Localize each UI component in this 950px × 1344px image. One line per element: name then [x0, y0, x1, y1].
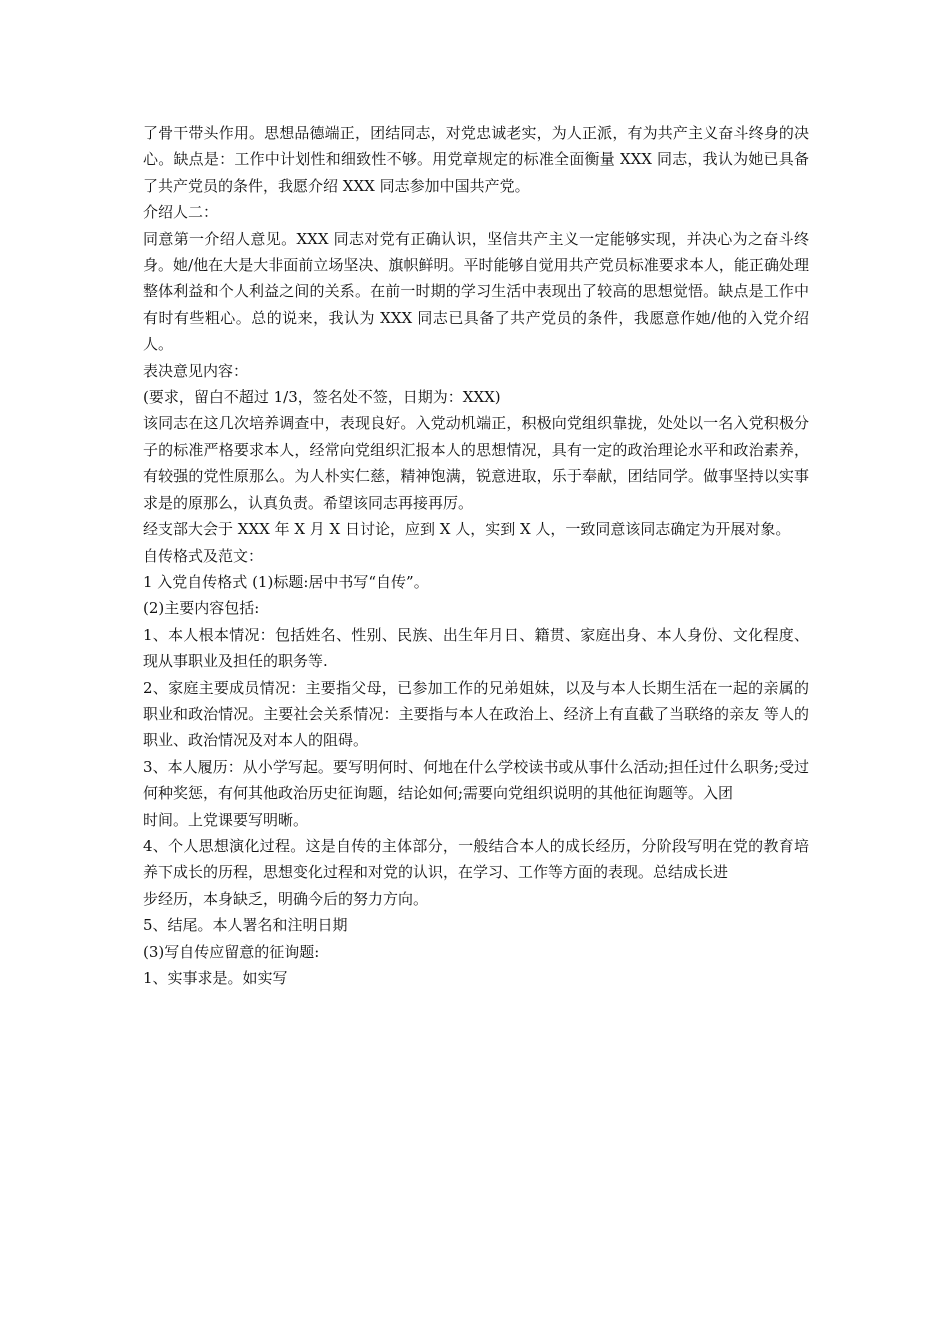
- document-page: [143, 120, 809, 991]
- list-item-ending: 5、结尾。本人署名和注明日期: [143, 916, 348, 935]
- list-item-family-members: 2、家庭主要成员情况：主要指父母，已参加工作的兄弟姐妹，以及与本人长期生活在一起的亲属的职业和政治情况。主要社会关系情况：主要指与本人在政治上、经济上有直截了当联络的亲友 等人的职业、政治情况及对本人的阻碍。: [143, 678, 809, 750]
- paragraph-vote-requirements: (要求，留白不超过 1/3，签名处不签，日期为：XXX): [143, 388, 501, 407]
- heading-vote-opinion: 表决意见内容：: [143, 361, 249, 380]
- paragraph-introducer-two-opinion: 同意第一介绍人意见。XXX 同志对党有正确认识，坚信共产主义一定能够实现，并决心为之奋斗终身。她/他在大是大非面前立场坚决、旗帜鲜明。平时能够自觉用共产党员标准要求本人，能正确处理整体利益和个人利益之间的关系。在前一时期的学习生活中表现出了较高的思想觉悟。缺点是工作中有时有些粗心。总的说来，我认为 XXX 同志已具备了共产党员的条件，我愿意作她/他的入党介绍人。: [143, 229, 809, 354]
- paragraph-vote-evaluation: 该同志在这几次培养调查中，表现良好。入党动机端正，积极向党组织靠拢，处处以一名入党积极分子的标准严格要求本人，经常向党组织汇报本人的思想情况，具有一定的政治理论水平和政治素养，有较强的党性原那么。为人朴实仁慈，精神饱满，锐意进取，乐于奉献，团结同学。做事坚持以实事求是的原那么，认真负责。希望该同志再接再厉。: [143, 414, 809, 512]
- list-item-personal-history: 3、本人履历：从小学写起。要写明何时、何地在什么学校读书或从事什么活动;担任过什么职务;受过何种奖惩，有何其他政治历史征询题，结论如何;需要向党组织说明的其他征询题等。入团: [143, 757, 809, 803]
- list-item-personal-history-cont: 时间。上党课要写明晰。: [143, 810, 309, 829]
- list-item-notes: (3)写自传应留意的征询题:: [143, 942, 320, 961]
- list-item-thought-evolution-cont: 步经历，本身缺乏，明确今后的努力方向。: [143, 889, 429, 908]
- list-item-thought-evolution: 4、个人思想演化过程。这是自传的主体部分，一般结合本人的成长经历，分阶段写明在党的教育培养下成长的历程，思想变化过程和对党的认识，在学习、工作等方面的表现。总结成长进: [143, 836, 809, 882]
- list-item-truthfulness: 1、实事求是。如实写: [143, 969, 288, 987]
- heading-introducer-two: 介绍人二：: [143, 203, 219, 222]
- paragraph-recommendation-conclusion: 了骨干带头作用。思想品德端正，团结同志，对党忠诚老实，为人正派，有为共产主义奋斗终身的决心。缺点是：工作中计划性和细致性不够。用党章规定的标准全面衡量 XXX 同志，我认为她已具备了共产党员的条件，我愿介绍 XXX 同志参加中国共产党。: [143, 124, 809, 195]
- list-item-main-content: (2)主要内容包括:: [143, 599, 260, 618]
- list-item-title-format: 1 入党自传格式 (1)标题:居中书写“自传”。: [143, 572, 429, 591]
- list-item-basic-info: 1、本人根本情况：包括姓名、性别、民族、出生年月日、籍贯、家庭出身、本人身份、文化程度、现从事职业及担任的职务等.: [143, 625, 809, 671]
- paragraph-branch-meeting: 经支部大会于 XXX 年 X 月 X 日讨论，应到 X 人，实到 X 人，一致同意该同志确定为开展对象。: [143, 520, 791, 539]
- heading-autobiography-format: 自传格式及范文：: [143, 546, 264, 565]
